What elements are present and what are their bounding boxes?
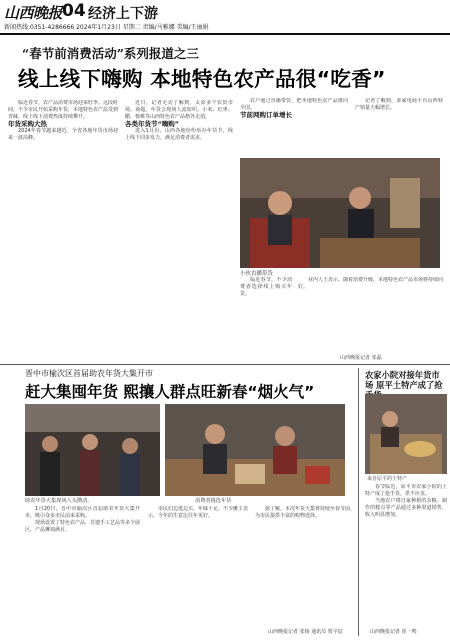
produce-graphic [365, 394, 447, 474]
story2-column-3 [255, 506, 355, 631]
livestream-photo-graphic [240, 158, 440, 268]
section-divider [0, 364, 450, 365]
shopping-graphic [165, 404, 345, 496]
header-rule [0, 33, 450, 35]
subheading: 节前网购订单增长 [240, 111, 292, 120]
story2-photo1-caption: 助农年货大集现场人头攒动。 [25, 498, 93, 504]
paragraph: 据了解，本次年货大集将持续至春节前，为市民提供丰富的购物选择。 [255, 506, 355, 520]
paragraph: 1月20日，晋中市榆次区首届助农年货大集开市，吸引众多市民前来采购。 [25, 506, 140, 520]
story2-column-1 [25, 506, 140, 631]
paragraph: 记者了解到，多家电商平台山西特产销量大幅增长。 [355, 98, 443, 112]
story1-column-1 [8, 100, 118, 290]
section-title: 经济上下游 [88, 6, 158, 22]
paragraph: 业内人士表示，随着消费升级，本地特色农产品市场将持续向好。 [298, 277, 443, 291]
paragraph: 市民们边逛边买，年味十足。不少摊主表示，今年的生意比往年更好。 [148, 506, 248, 520]
shopping-photo-icon [165, 404, 345, 496]
page-number: 04 [62, 1, 86, 21]
masthead-meta: 新闻热线:0351-4286666 2024年1月23日 星期二 责编/马雅娜 美编/王丽娟 [4, 24, 209, 31]
newspaper-logo: 山西晚报 [4, 4, 63, 22]
story3-column [365, 484, 447, 634]
market-crowd-photo-icon [25, 404, 160, 496]
story3-byline: 山西晚报记者 崔一鸣 [370, 629, 417, 635]
story1-photo-caption: 小伙直播带货 [240, 271, 274, 277]
paragraph: 近日，记者走访了解到，太原多个农贸市场、商超、年货会现场人流如织，小米、红枣、醋、核桃等山西特色农产品格外走俏。 [125, 100, 233, 121]
subheading: 各类年货节“嗨购” [125, 120, 180, 129]
story1-headline: 线上线下嗨购 本地特色农产品很“吃香” [18, 67, 386, 91]
produce-photo-icon [365, 394, 447, 474]
paragraph: 2024年春节越来越近，全省各地年货市场迎来一波高峰。 [8, 128, 118, 142]
paragraph: 进入1月份，山西各地纷纷举办年货节，线上线下同步发力，满足消费者需求。 [125, 128, 233, 142]
story3-photo-caption: 来自原平的土特产 [367, 476, 408, 482]
paragraph: 现场设置了特色农产品、非遗手工艺品等多个展区，产品琳琅满目。 [25, 520, 140, 534]
story2-photo2-caption: 消费者挑选年货 [195, 498, 232, 504]
story1-column-2 [125, 100, 233, 350]
story2-kicker: 晋中市榆次区首届助农年货大集开市 [25, 369, 153, 378]
story1-column-4 [355, 98, 443, 158]
story1-column-3 [240, 98, 348, 158]
paragraph: 临近春节，农产品消费市场迎来旺季。这段时间，不少市民开始采购年货，本地特色农产品受到青睐，线上线下消费热度持续攀升。 [8, 100, 118, 121]
paragraph: 当地农户将自家种植的杂粮、制作的糕点等产品通过多种渠道销售，收入明显增加。 [365, 498, 447, 519]
paragraph: 春节临近，原平市农家小院的土特产成了抢手货，供不应求。 [365, 484, 447, 498]
paragraph: 农户通过直播带货，把本地特色农产品推向全国。 [240, 98, 348, 112]
story1-column-6 [298, 277, 443, 363]
column-divider [358, 368, 359, 636]
story2-byline: 山西晚报记者 张杨 通讯员 贾宇辰 [268, 629, 343, 635]
livestream-photo-icon [240, 158, 440, 268]
masthead [0, 0, 450, 36]
market-crowd-graphic [25, 404, 160, 496]
story1-column-5 [240, 277, 292, 363]
story1-byline: 山西晚报记者 张磊 [340, 355, 382, 361]
subheading: 年货采购大热 [8, 120, 47, 129]
story2-headline: 赶大集囤年货 熙攘人群点旺新春“烟火气” [25, 383, 315, 401]
story1-kicker: “春节前消费活动”系列报道之三 [22, 46, 199, 61]
paragraph: 临近春节，不少消费者选择线上购买年货。 [240, 277, 292, 298]
story3-headline: 农家小院对接年货市场 原平土特产成了抢 [365, 370, 443, 390]
story2-column-2 [148, 506, 248, 631]
